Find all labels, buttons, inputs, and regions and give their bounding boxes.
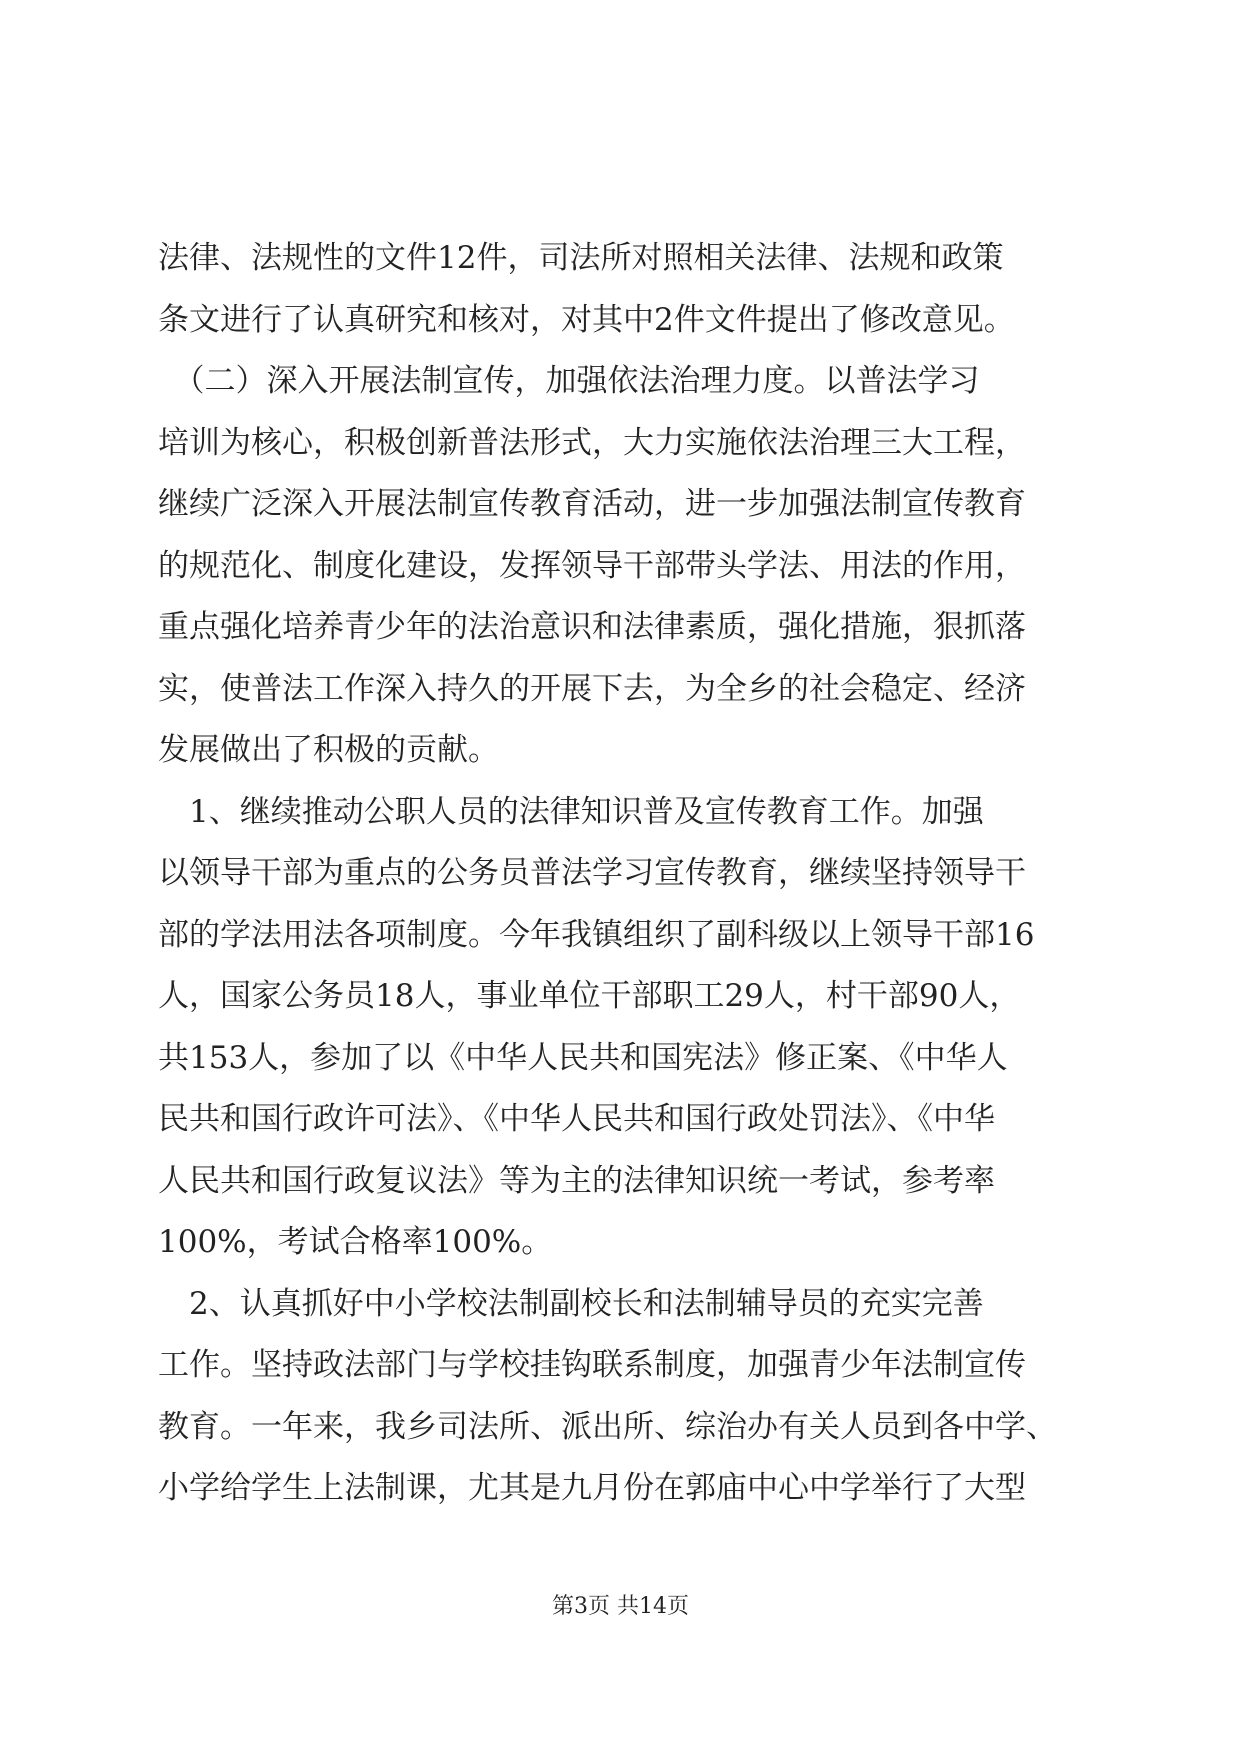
- body-text: [158, 228, 1088, 1520]
- text-line: 实，使普法工作深入持久的开展下去，为全乡的社会稳定、经济: [158, 670, 1026, 707]
- text-line: 小学给学生上法制课，尤其是九月份在郭庙中心中学举行了大型: [158, 1470, 1026, 1506]
- text-line: 人民共和国行政复议法》等为主的法律知识统一考试，参考率: [158, 1162, 995, 1199]
- text-line: 法律、法规性的文件12件，司法所对照相关法律、法规和政策: [158, 240, 1004, 276]
- text-line: 2、认真抓好中小学校法制副校长和法制辅导员的充实完善: [158, 1285, 984, 1322]
- text-line: 重点强化培养青少年的法治意识和法律素质，强化措施，狠抓落: [158, 609, 1026, 645]
- text-line: 发展做出了积极的贡献。: [158, 732, 499, 768]
- text-line: 工作。坚持政法部门与学校挂钩联系制度，加强青少年法制宣传: [158, 1347, 1026, 1383]
- text-line: 100%，考试合格率100%。: [158, 1224, 553, 1260]
- text-line: 部的学法用法各项制度。今年我镇组织了副科级以上领导干部16: [158, 916, 1035, 953]
- text-line: （二）深入开展法制宣传，加强依法治理力度。以普法学习: [158, 363, 980, 399]
- text-line: 人，国家公务员18人，事业单位干部职工29人，村干部90人，: [158, 978, 1021, 1014]
- page-number-footer: 第3页 共14页: [552, 1594, 689, 1619]
- text-line: 条文进行了认真研究和核对，对其中2件文件提出了修改意见。: [158, 301, 1015, 338]
- text-line: 教育。一年来，我乡司法所、派出所、综治办有关人员到各中学、: [158, 1408, 1057, 1445]
- text-line: 1、继续推动公职人员的法律知识普及宣传教育工作。加强: [158, 793, 984, 830]
- text-line: 以领导干部为重点的公务员普法学习宣传教育，继续坚持领导干: [158, 855, 1026, 891]
- text-line: 民共和国行政许可法》、《中华人民共和国行政处罚法》、《中华: [158, 1101, 995, 1137]
- text-line: 的规范化、制度化建设，发挥领导干部带头学法、用法的作用，: [158, 547, 1026, 584]
- text-line: 共153人，参加了以《中华人民共和国宪法》修正案、《中华人: [158, 1039, 1008, 1076]
- text-line: 培训为核心，积极创新普法形式，大力实施依法治理三大工程，: [158, 424, 1026, 461]
- text-line: 继续广泛深入开展法制宣传教育活动，进一步加强法制宣传教育: [158, 486, 1026, 522]
